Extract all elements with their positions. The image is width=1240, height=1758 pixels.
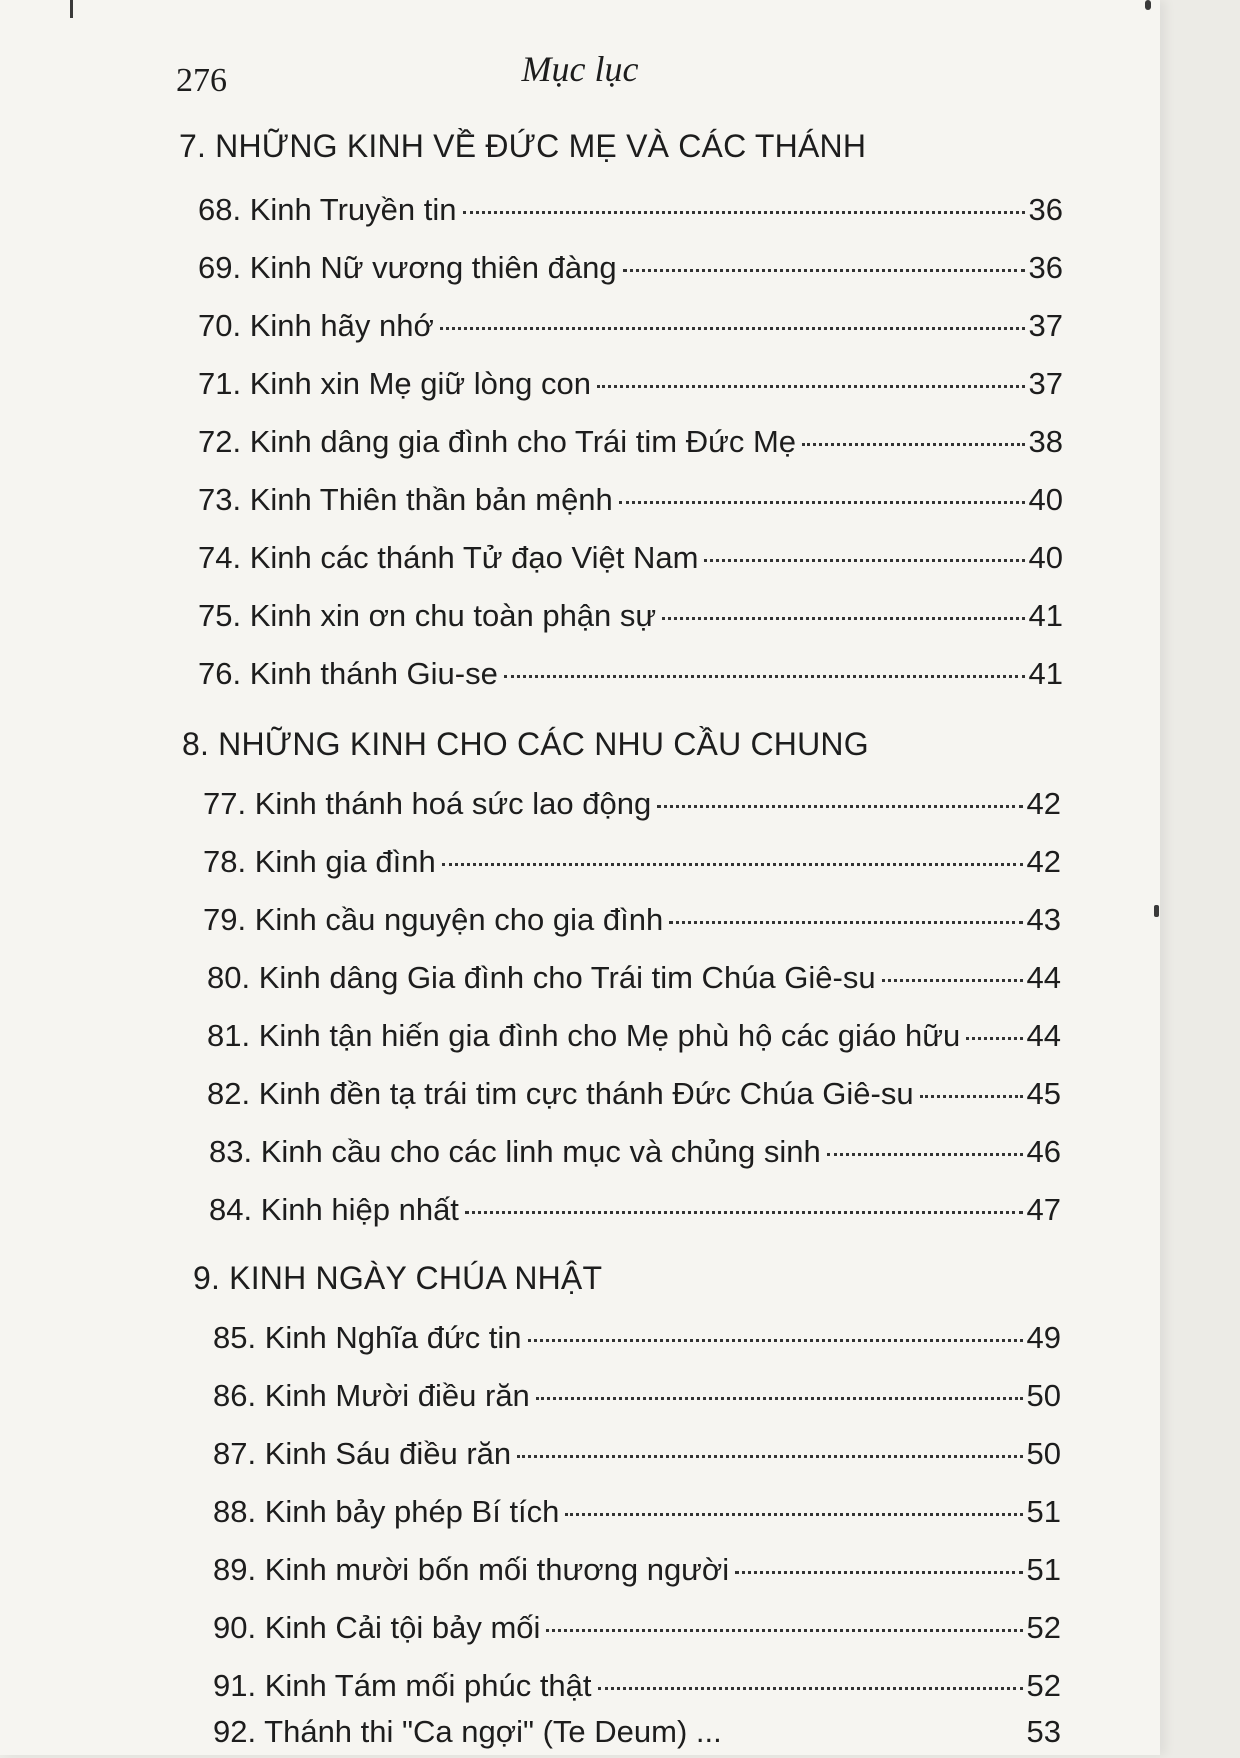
toc-entry-title: 90. Kinh Cải tội bảy mối [213,1610,541,1645]
toc-entry-title: 84. Kinh hiệp nhất [209,1192,459,1227]
scan-mark [1145,0,1151,10]
section-heading: 8. NHỮNG KINH CHO CÁC NHU CẦU CHUNG [182,726,869,762]
dot-leader [546,1629,1022,1632]
dot-leader [598,1687,1023,1690]
toc-entry[interactable] [198,308,1063,352]
toc-entry-title: 82. Kinh đền tạ trái tim cực thánh Đức Chúa Giê-su [207,1076,914,1111]
toc-entry-title: 68. Kinh Truyền tin [198,192,457,227]
toc-entry[interactable] [198,482,1063,526]
dot-leader [882,979,1023,982]
toc-entry-title: 91. Kinh Tám mối phúc thật [213,1668,592,1703]
toc-entry[interactable] [198,540,1063,584]
toc-entry[interactable] [213,1320,1061,1364]
toc-entry-page: 43 [1026,902,1061,937]
toc-entry-page: 50 [1026,1378,1061,1413]
toc-entry-page: 51 [1026,1494,1061,1529]
toc-entry-title: 73. Kinh Thiên thần bản mệnh [198,482,613,517]
toc-entry-page: 42 [1026,844,1061,879]
toc-entry-page: 49 [1026,1320,1061,1355]
toc-entry-page: 44 [1026,1018,1061,1053]
toc-entry-page: 37 [1028,308,1063,343]
toc-entry-page: 41 [1028,598,1063,633]
section-heading: 7. NHỮNG KINH VỀ ĐỨC MẸ VÀ CÁC THÁNH [179,128,867,164]
toc-entry[interactable] [198,424,1063,468]
dot-leader [442,863,1023,866]
toc-entry[interactable] [209,1134,1061,1178]
dot-leader [536,1397,1023,1400]
toc-entry-title: 79. Kinh cầu nguyện cho gia đình [203,902,664,937]
toc-entry[interactable] [207,1018,1061,1062]
page-number: 276 [176,62,227,99]
toc-entry[interactable] [213,1610,1061,1654]
toc-entry-title: 86. Kinh Mười điều răn [213,1378,530,1413]
toc-entry[interactable] [213,1494,1061,1538]
toc-entry-page: 36 [1028,192,1063,227]
toc-entry-page: 38 [1028,424,1063,459]
toc-entry[interactable] [203,786,1061,830]
toc-entry-title: 71. Kinh xin Mẹ giữ lòng con [198,366,591,401]
toc-entry-title: 75. Kinh xin ơn chu toàn phận sự [198,598,657,633]
dot-leader [465,1211,1023,1214]
toc-entry-title: 87. Kinh Sáu điều răn [213,1436,512,1471]
running-head: Mục lục [521,49,639,89]
dot-leader [802,443,1025,446]
section-heading: 9. KINH NGÀY CHÚA NHẬT [193,1260,603,1296]
toc-entry-title: 83. Kinh cầu cho các linh mục và chủng sinh [209,1134,821,1169]
dot-leader [504,675,1025,678]
toc-entry-page: 53 [1026,1714,1061,1749]
toc-entry-title: 69. Kinh Nữ vương thiên đàng [198,250,617,285]
toc-entry-page: 40 [1028,482,1063,517]
toc-entry-title: 70. Kinh hãy nhớ [198,308,434,343]
toc-entry-title: 72. Kinh dâng gia đình cho Trái tim Đức Mẹ [198,424,797,459]
toc-entry-title: 78. Kinh gia đình [203,844,436,879]
toc-entry[interactable] [213,1668,1061,1712]
toc-entry-title: 88. Kinh bảy phép Bí tích [213,1494,560,1529]
toc-entry-page: 47 [1026,1192,1061,1227]
toc-entry[interactable] [203,844,1061,888]
toc-entry-page: 36 [1028,250,1063,285]
toc-entry-page: 44 [1026,960,1061,995]
dot-leader [463,211,1025,214]
scan-mark [1154,905,1159,917]
toc-entry-title: 80. Kinh dâng Gia đình cho Trái tim Chúa Giê-su [207,960,876,995]
toc-entry-title: 81. Kinh tận hiến gia đình cho Mẹ phù hộ các giáo hữu [207,1018,961,1053]
toc-entry-page: 41 [1028,656,1063,691]
toc-entry-title: 89. Kinh mười bốn mối thương người [213,1552,730,1587]
toc-entry[interactable] [203,902,1061,946]
toc-entry[interactable] [207,960,1061,1004]
toc-entry[interactable] [207,1076,1061,1120]
toc-entry-page: 45 [1026,1076,1061,1111]
toc-entry-title: 74. Kinh các thánh Tử đạo Việt Nam [198,540,699,575]
toc-entry-title: 85. Kinh Nghĩa đức tin [213,1320,522,1355]
dot-leader [735,1571,1022,1574]
toc-entry-page: 42 [1026,786,1061,821]
toc-entry-page: 46 [1026,1134,1061,1169]
toc-entry[interactable] [198,192,1063,236]
scan-mark [70,0,73,18]
dot-leader [704,559,1024,562]
toc-entry-title: 76. Kinh thánh Giu-se [198,656,498,691]
dot-leader [623,269,1025,272]
dot-leader [827,1153,1023,1156]
toc-entry[interactable] [213,1436,1061,1480]
dot-leader [440,327,1025,330]
toc-entry-page: 52 [1026,1668,1061,1703]
toc-entry[interactable] [209,1192,1061,1236]
dot-leader [528,1339,1023,1342]
dot-leader [657,805,1022,808]
dot-leader [966,1037,1022,1040]
toc-entry[interactable] [213,1378,1061,1422]
toc-entry[interactable] [198,598,1063,642]
toc-entry-page: 37 [1028,366,1063,401]
toc-entry-page: 40 [1028,540,1063,575]
toc-entry[interactable] [198,250,1063,294]
toc-entry[interactable] [213,1714,1061,1758]
dot-leader [669,921,1022,924]
toc-entry-page: 50 [1026,1436,1061,1471]
toc-entry-title: 92. Thánh thi "Ca ngợi" (Te Deum) ... [213,1714,722,1749]
dot-leader [619,501,1025,504]
toc-entry[interactable] [198,656,1063,700]
toc-entry-title: 77. Kinh thánh hoá sức lao động [203,786,652,821]
dot-leader [597,385,1025,388]
toc-entry-page: 51 [1026,1552,1061,1587]
toc-entry-page: 52 [1026,1610,1061,1645]
dot-leader [517,1455,1022,1458]
toc-entry[interactable] [213,1552,1061,1596]
dot-leader [920,1095,1023,1098]
dot-leader [565,1513,1022,1516]
dot-leader [662,617,1024,620]
toc-entry[interactable] [198,366,1063,410]
